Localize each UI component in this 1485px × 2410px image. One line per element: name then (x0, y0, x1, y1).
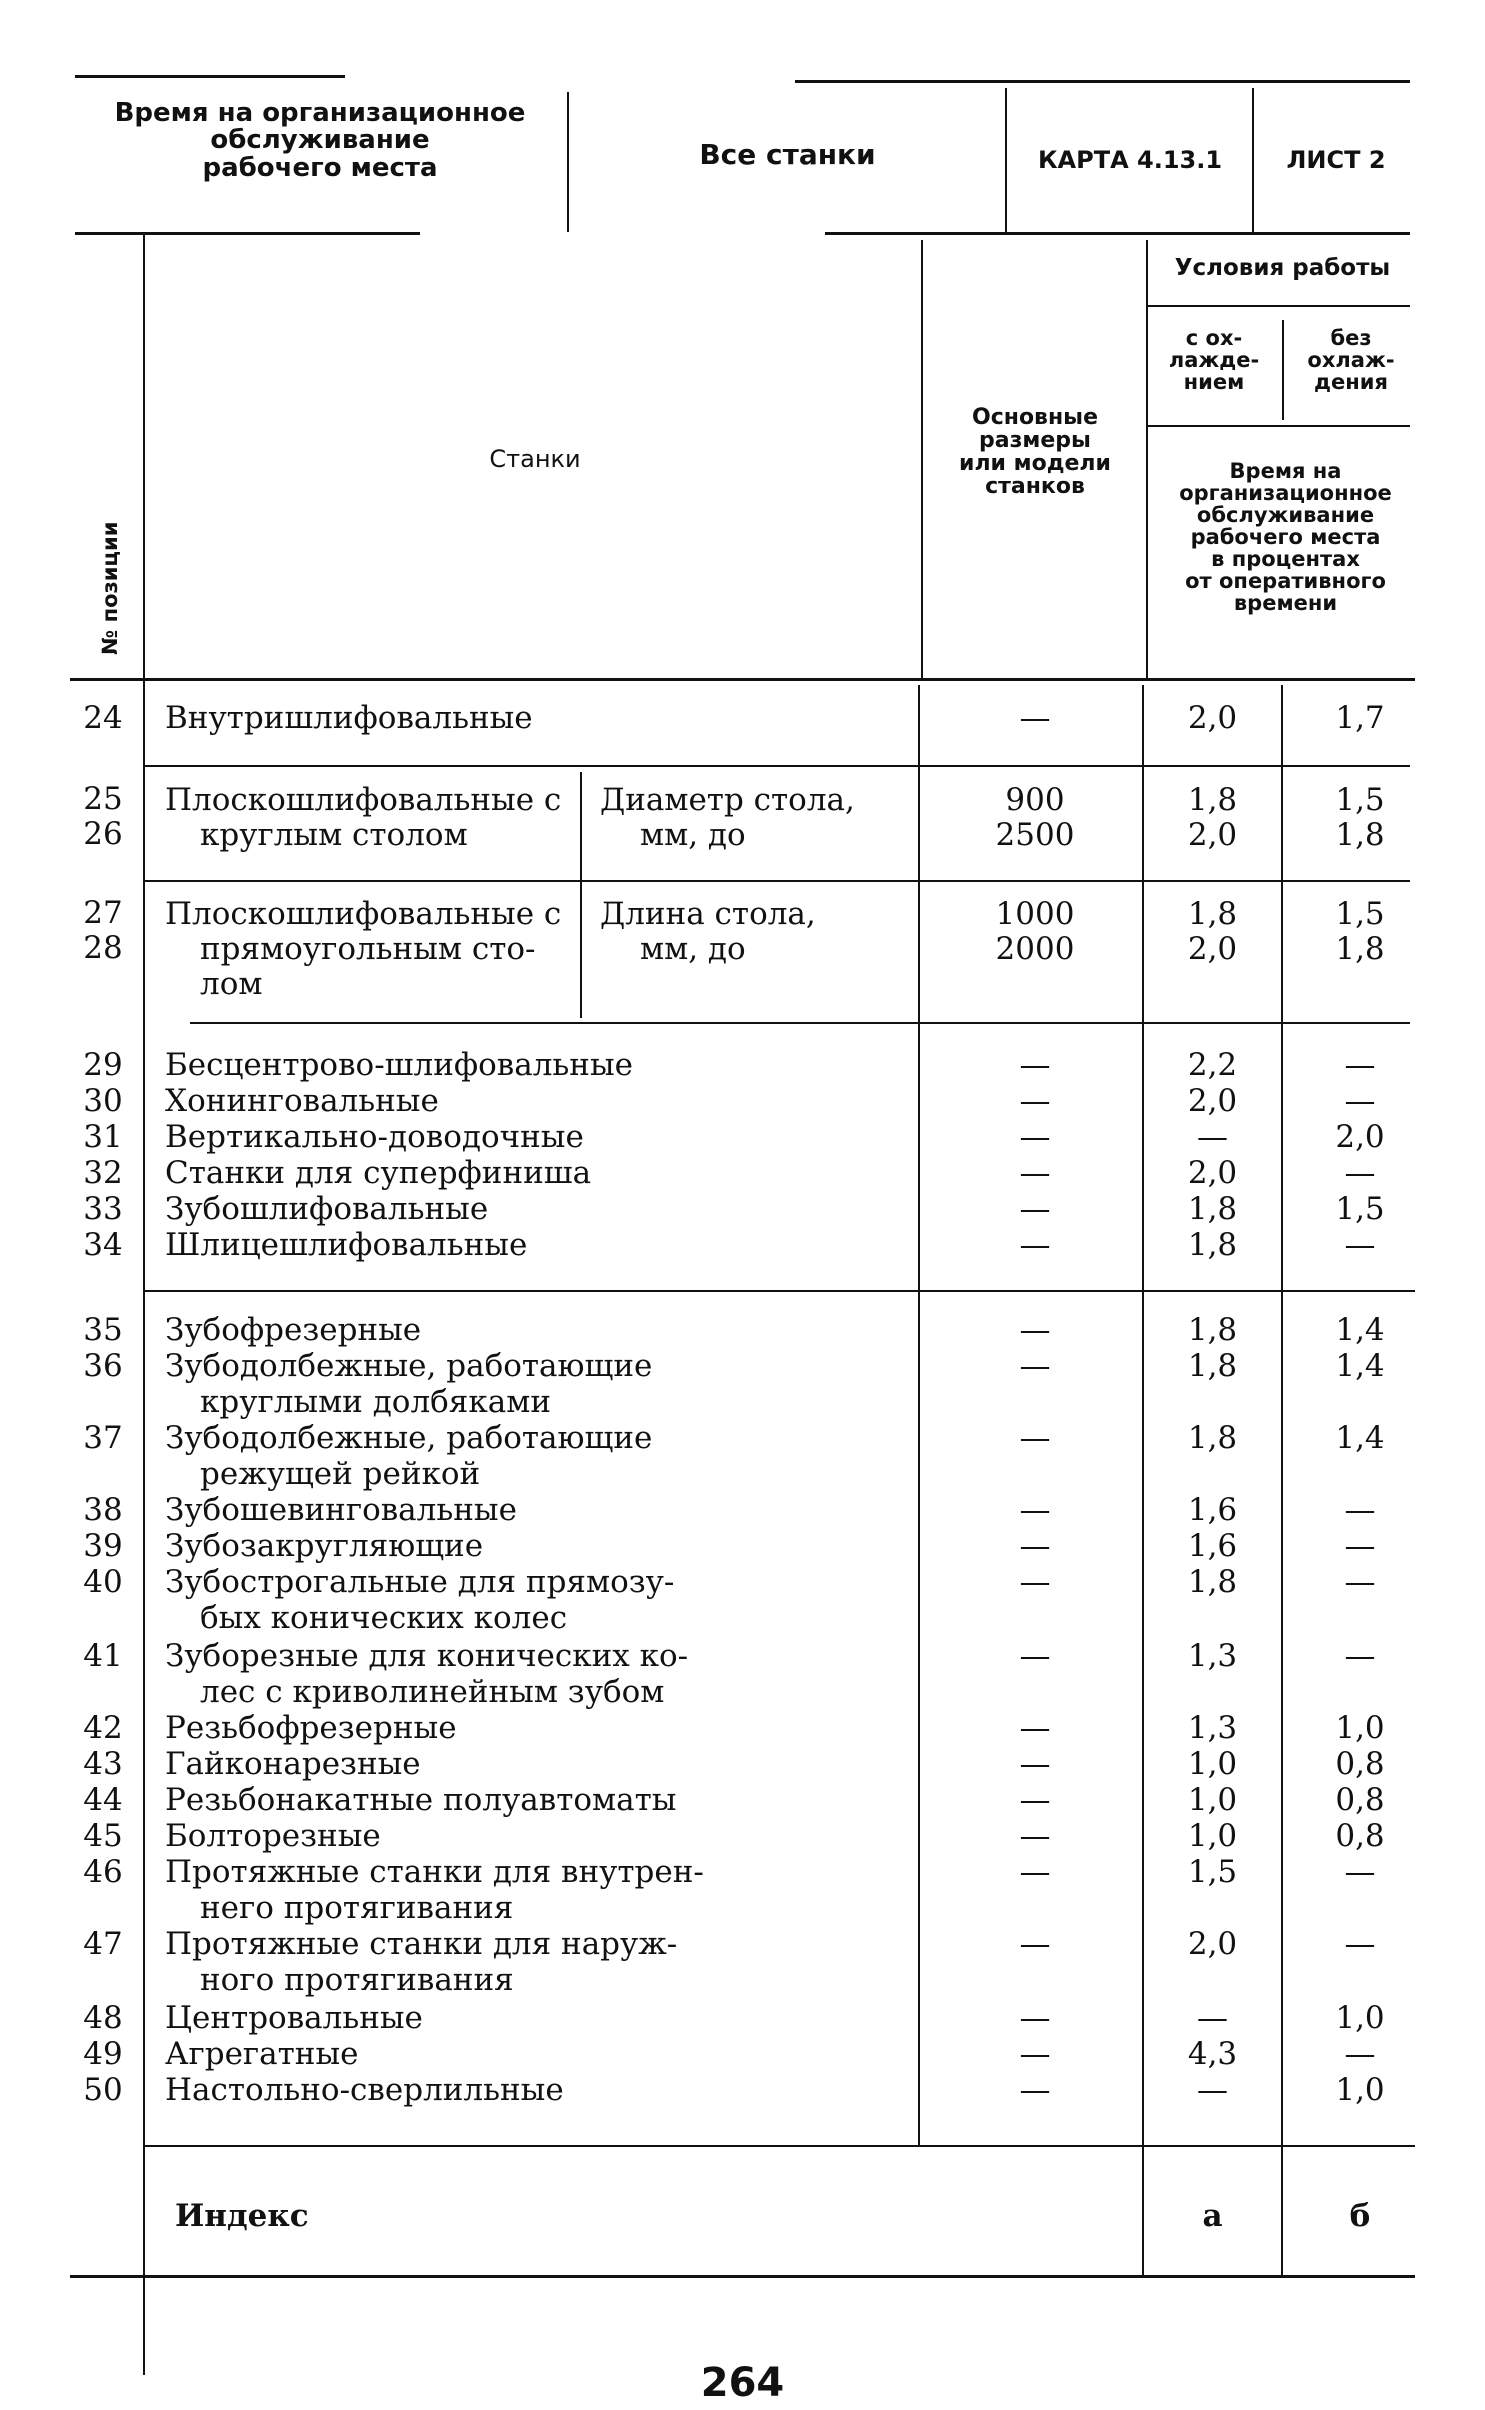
col-header-machines: Станки (489, 445, 581, 473)
without-cooling-value: 1,0 (1335, 2072, 1385, 2108)
machine-name: Гайконарезные (165, 1746, 421, 1782)
model-value: — (1019, 1782, 1051, 1818)
col-header-position: № позиции (98, 521, 122, 655)
header-title: Время на организационное обслуживание рабочего места (114, 98, 526, 183)
model-value: — (1019, 1119, 1051, 1155)
model-value: 900 (1005, 782, 1065, 818)
model-value: — (1019, 1227, 1051, 1263)
model-value: — (1019, 1638, 1051, 1674)
model-value: 2500 (995, 817, 1075, 853)
position-number: 43 (83, 1746, 123, 1782)
without-cooling-value: 1,7 (1335, 700, 1385, 736)
with-cooling-value: 1,0 (1187, 1746, 1238, 1782)
position-number: 36 (83, 1348, 123, 1384)
with-cooling-value: 1,8 (1187, 1420, 1238, 1456)
position-number: 37 (83, 1420, 123, 1456)
position-number: 31 (83, 1119, 123, 1155)
position-number: 45 (83, 1818, 123, 1854)
machine-name: Агрегатные (165, 2036, 359, 2072)
position-number: 35 (83, 1312, 123, 1348)
parameter-label: мм, до (640, 817, 746, 853)
without-cooling-value: 1,0 (1335, 1710, 1385, 1746)
machine-name: Плоскошлифовальные с (165, 782, 562, 818)
index-b: б (1349, 2198, 1371, 2234)
with-cooling-value: 1,8 (1187, 1564, 1238, 1600)
page-number: 264 (700, 2360, 785, 2406)
with-cooling-value: 1,8 (1187, 1312, 1238, 1348)
position-number: 47 (83, 1926, 123, 1962)
machine-name: Зуборезные для конических ко- (165, 1638, 689, 1674)
machine-name: Вертикально-доводочные (165, 1119, 584, 1155)
machine-name: Протяжные станки для наруж- (165, 1926, 678, 1962)
with-cooling-value: 1,6 (1187, 1492, 1238, 1528)
model-value: — (1019, 1492, 1051, 1528)
col-header-sizes: Основные размеры или модели станков (959, 405, 1111, 500)
position-number: 39 (83, 1528, 123, 1564)
without-cooling-value: 1,0 (1335, 2000, 1385, 2036)
with-cooling-value: 4,3 (1187, 2036, 1238, 2072)
with-cooling-value: 2,0 (1187, 817, 1238, 853)
position-number: 34 (83, 1227, 123, 1263)
position-number: 40 (83, 1564, 123, 1600)
machine-name: Зубозакругляющие (165, 1528, 484, 1564)
with-cooling-value: 2,0 (1187, 1155, 1238, 1191)
without-cooling-value: 0,8 (1335, 1782, 1385, 1818)
machine-name: Станки для суперфиниша (165, 1155, 592, 1191)
without-cooling-value: 1,8 (1335, 817, 1385, 853)
model-value: — (1019, 1710, 1051, 1746)
without-cooling-value: — (1344, 1528, 1376, 1564)
machine-name: лес с криволинейным зубом (200, 1674, 665, 1710)
with-cooling-value: 1,8 (1187, 1348, 1238, 1384)
without-cooling-value: 1,4 (1335, 1312, 1385, 1348)
without-cooling-value: — (1344, 1155, 1376, 1191)
col-header-with-cooling: с ох- лажде- нием (1168, 326, 1260, 395)
position-number: 50 (83, 2072, 123, 2108)
machine-name: Резьбофрезерные (165, 1710, 457, 1746)
position-number: 44 (83, 1782, 123, 1818)
with-cooling-value: 1,6 (1187, 1528, 1238, 1564)
header-machines: Все станки (699, 138, 876, 171)
model-value: — (1019, 1191, 1051, 1227)
without-cooling-value: 1,5 (1335, 1191, 1385, 1227)
col-header-time: Время на организационное обслуживание рабочего места в процентах от оперативного времени (1179, 459, 1392, 616)
model-value: — (1019, 1155, 1051, 1191)
machine-name: него протягивания (200, 1890, 514, 1926)
with-cooling-value: — (1197, 2072, 1228, 2108)
model-value: — (1019, 1528, 1051, 1564)
with-cooling-value: 2,0 (1187, 700, 1238, 736)
without-cooling-value: — (1344, 1638, 1376, 1674)
position-number: 48 (83, 2000, 123, 2036)
without-cooling-value: — (1344, 1083, 1376, 1119)
position-number: 49 (83, 2036, 123, 2072)
without-cooling-value: — (1344, 1926, 1376, 1962)
model-value: — (1019, 1564, 1051, 1600)
index-label: Индекс (175, 2198, 309, 2234)
with-cooling-value: 1,8 (1187, 896, 1238, 932)
with-cooling-value: 1,3 (1187, 1710, 1238, 1746)
machine-name: Протяжные станки для внутрен- (165, 1854, 704, 1890)
position-number: 30 (83, 1083, 123, 1119)
machine-name: режущей рейкой (200, 1456, 481, 1492)
model-value: — (1019, 1348, 1051, 1384)
without-cooling-value: 1,4 (1335, 1420, 1385, 1456)
without-cooling-value: — (1344, 1047, 1376, 1083)
without-cooling-value: 1,5 (1335, 782, 1385, 818)
machine-name: Зубофрезерные (165, 1312, 422, 1348)
without-cooling-value: 1,8 (1335, 931, 1385, 967)
model-value: — (1019, 1746, 1051, 1782)
machine-name: ного протягивания (200, 1962, 514, 1998)
with-cooling-value: 2,0 (1187, 931, 1238, 967)
without-cooling-value: 1,4 (1335, 1348, 1385, 1384)
machine-name: бых конических колес (200, 1600, 568, 1636)
with-cooling-value: 1,8 (1187, 1227, 1238, 1263)
without-cooling-value: — (1344, 2036, 1376, 2072)
with-cooling-value: 1,8 (1187, 1191, 1238, 1227)
header-card: КАРТА 4.13.1 (1037, 146, 1223, 174)
with-cooling-value: 1,5 (1187, 1854, 1238, 1890)
without-cooling-value: — (1344, 1564, 1376, 1600)
model-value: — (1019, 2036, 1051, 2072)
model-value: — (1019, 2000, 1051, 2036)
without-cooling-value: — (1344, 1492, 1376, 1528)
with-cooling-value: 1,3 (1187, 1638, 1238, 1674)
machine-name: Бесцентрово-шлифовальные (165, 1047, 633, 1083)
machine-name: Зубострогальные для прямозу- (165, 1564, 675, 1600)
position-number: 29 (83, 1047, 123, 1083)
without-cooling-value: — (1344, 1227, 1376, 1263)
machine-name: прямоугольным сто- (200, 931, 536, 967)
with-cooling-value: — (1197, 1119, 1228, 1155)
machine-name: Зубодолбежные, работающие (165, 1348, 653, 1384)
with-cooling-value: 2,0 (1187, 1926, 1238, 1962)
with-cooling-value: 2,2 (1187, 1047, 1238, 1083)
position-number: 32 (83, 1155, 123, 1191)
model-value: — (1019, 2072, 1051, 2108)
position-number: 24 (83, 700, 123, 736)
machine-name: круглым столом (200, 817, 468, 853)
machine-name: Внутришлифовальные (165, 700, 533, 736)
index-a: а (1202, 2198, 1223, 2234)
model-value: — (1019, 1047, 1051, 1083)
col-header-conditions: Условия работы (1174, 255, 1391, 281)
machine-name: Шлицешлифовальные (165, 1227, 528, 1263)
parameter-label: мм, до (640, 931, 746, 967)
with-cooling-value: 2,0 (1187, 1083, 1238, 1119)
col-header-without-cooling: без охлаж- дения (1307, 326, 1395, 395)
without-cooling-value: 0,8 (1335, 1818, 1385, 1854)
position-number: 42 (83, 1710, 123, 1746)
position-number: 25 26 (83, 781, 123, 852)
machine-name: Резьбонакатные полуавтоматы (165, 1782, 677, 1818)
machine-name: круглыми долбяками (200, 1384, 551, 1420)
model-value: — (1019, 1420, 1051, 1456)
machine-name: Зубошевинговальные (165, 1492, 517, 1528)
model-value: — (1019, 1083, 1051, 1119)
position-number: 38 (83, 1492, 123, 1528)
machine-name: Хонинговальные (165, 1083, 439, 1119)
model-value: 1000 (995, 896, 1075, 932)
position-number: 33 (83, 1191, 123, 1227)
machine-name: Зубошлифовальные (165, 1191, 489, 1227)
position-number: 46 (83, 1854, 123, 1890)
position-number: 27 28 (83, 895, 123, 966)
machine-name: Плоскошлифовальные с (165, 896, 562, 932)
model-value: — (1019, 1818, 1051, 1854)
machine-name: лом (200, 966, 263, 1002)
machine-name: Центровальные (165, 2000, 423, 2036)
with-cooling-value: 1,8 (1187, 782, 1238, 818)
machine-name: Настольно-сверлильные (165, 2072, 564, 2108)
without-cooling-value: — (1344, 1854, 1376, 1890)
with-cooling-value: 1,0 (1187, 1782, 1238, 1818)
model-value: — (1019, 1854, 1051, 1890)
machine-name: Болторезные (165, 1818, 381, 1854)
parameter-label: Длина стола, (600, 896, 816, 932)
header-sheet: ЛИСТ 2 (1286, 146, 1386, 174)
model-value: — (1019, 1312, 1051, 1348)
with-cooling-value: 1,0 (1187, 1818, 1238, 1854)
with-cooling-value: — (1197, 2000, 1228, 2036)
without-cooling-value: 0,8 (1335, 1746, 1385, 1782)
without-cooling-value: 2,0 (1335, 1119, 1385, 1155)
without-cooling-value: 1,5 (1335, 896, 1385, 932)
machine-name: Зубодолбежные, работающие (165, 1420, 653, 1456)
parameter-label: Диаметр стола, (600, 782, 855, 818)
model-value: — (1019, 1926, 1051, 1962)
model-value: 2000 (995, 931, 1075, 967)
position-number: 41 (83, 1638, 123, 1674)
model-value: — (1019, 700, 1051, 736)
